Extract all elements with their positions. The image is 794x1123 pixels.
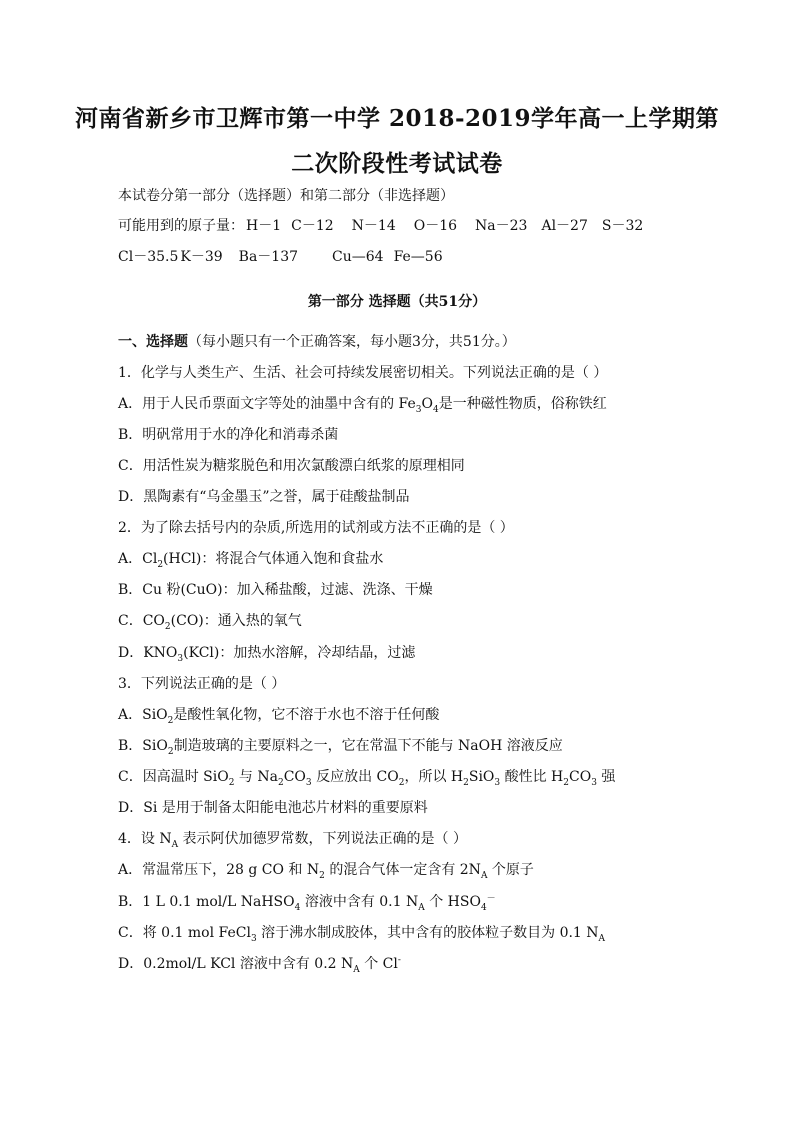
q4-stem-sub: A — [171, 839, 179, 850]
section-1-title — [118, 332, 516, 352]
q3-c-text-6: SiO — [468, 769, 495, 785]
q3-c-sub-3: 3 — [305, 777, 312, 788]
q3-c-text-3: CO — [283, 769, 306, 785]
q4-d-text-2: 个 Cl — [359, 956, 398, 972]
atomic-mass-n: N－14 — [351, 218, 396, 234]
atomic-mass-k: K－39 — [180, 249, 223, 265]
q4-option-a — [118, 860, 534, 880]
q2-c-text-2: (CO)：通入热的氧气 — [170, 613, 302, 629]
q1-option-d: D．黑陶素有“乌金墨玉”之誉，属于硅酸盐制品 — [118, 489, 410, 505]
q4-option-d — [118, 954, 401, 974]
q3-c-text-1: C．因高温时 SiO — [118, 769, 229, 785]
atomic-mass-s: S－32 — [601, 218, 644, 234]
q2-d-text-2: (KCl)：加热水溶解，冷却结晶，过滤 — [183, 645, 416, 661]
q3-option-c — [118, 767, 615, 787]
q1-stem: 1．化学与人类生产、生活、社会可持续发展密切相关。下列说法正确的是（ ） — [118, 365, 608, 381]
q4-option-b — [118, 892, 496, 912]
q3-c-text-4: 反应放出 CO — [311, 769, 399, 785]
q1-a-sub-2: 4 — [433, 404, 439, 415]
q1-a-text-2: O — [421, 396, 434, 412]
q3-c-text-5: ，所以 H — [404, 769, 464, 785]
q3-b-sub: 2 — [167, 746, 174, 757]
atomic-mass-fe: Fe—56 — [393, 249, 443, 265]
q1-option-b: B．明矾常用于水的净化和消毒杀菌 — [118, 427, 339, 443]
q4-a-sub-2: A — [480, 870, 488, 881]
q3-a-text-2: 是酸性氧化物，它不溶于水也不溶于任何酸 — [173, 707, 440, 723]
q3-c-sub-6: 3 — [494, 777, 501, 788]
q4-option-c — [118, 923, 605, 943]
q4-b-sub-3: 4 — [480, 902, 487, 913]
paper-parts-note: 本试卷分第一部分（选择题）和第二部分（非选择题） — [118, 188, 454, 204]
q4-b-sub-2: A — [418, 902, 425, 913]
q1-option-a — [118, 394, 607, 414]
q2-option-c — [118, 611, 302, 631]
q4-stem — [118, 829, 467, 849]
q4-c-sub-2: A — [598, 933, 606, 944]
q3-c-sub-2: 2 — [277, 777, 284, 788]
q2-d-text-1: D．KNO — [118, 645, 178, 661]
q2-d-sub: 3 — [177, 653, 184, 664]
q4-c-sub-1: 3 — [250, 933, 257, 944]
title-line-2: 二次阶段性考试试卷 — [291, 150, 503, 177]
q3-c-text-7: 酸性比 H — [500, 769, 564, 785]
q2-c-sub: 2 — [164, 621, 171, 632]
q3-option-a — [118, 705, 439, 725]
q3-c-sub-7: 2 — [563, 777, 569, 788]
q4-b-text-1: B．1 L 0.1 mol/L NaHSO — [118, 894, 295, 910]
q4-c-text-1: C．将 0.1 mol FeCl — [118, 925, 251, 941]
atomic-mass-h: H－1 — [246, 218, 282, 234]
q2-a-text-1: A．Cl — [118, 551, 158, 567]
q4-a-text-2: 的混合气体一定含有 2N — [324, 862, 481, 878]
atomic-mass-row-2 — [118, 247, 443, 267]
q4-b-text-2: 溶液中含有 0.1 N — [300, 894, 419, 910]
part1-heading: 第一部分 选择题（共51分） — [307, 294, 487, 310]
atomic-mass-cu: Cu—64 — [332, 249, 384, 265]
q3-c-sub-4: 2 — [398, 777, 405, 788]
atomic-mass-cl: Cl－35.5 — [118, 249, 179, 265]
q4-a-sub-1: 2 — [319, 870, 325, 881]
q2-a-text-2: (HCl)：将混合气体通入饱和食盐水 — [163, 551, 384, 567]
q4-d-text-1: D．0.2mol/L KCl 溶液中含有 0.2 N — [118, 956, 354, 972]
q4-a-text-1: A．常温常压下，28 g CO 和 N — [118, 862, 320, 878]
q3-a-sub: 2 — [167, 715, 174, 726]
q3-stem: 3．下列说法正确的是（ ） — [118, 676, 286, 692]
q2-stem: 2．为了除去括号内的杂质,所选用的试剂或方法不正确的是（ ） — [118, 520, 514, 536]
q4-b-sup: － — [486, 893, 496, 904]
q3-c-text-9: 强 — [596, 769, 616, 785]
q3-c-text-8: CO — [568, 769, 592, 785]
q1-a-sub-1: 3 — [415, 404, 422, 415]
q2-option-a — [118, 549, 383, 569]
q3-option-b — [118, 736, 563, 756]
q3-a-text-1: A．SiO — [118, 707, 168, 723]
atomic-mass-label: 可能用到的原子量： — [118, 218, 244, 234]
q2-a-sub: 2 — [157, 559, 164, 570]
q4-d-sup: - — [397, 955, 401, 966]
atomic-mass-na: Na－23 — [475, 218, 528, 234]
section-1-label: 一、选择题 — [118, 334, 188, 350]
q1-option-c: C．用活性炭为糖浆脱色和用次氯酸漂白纸浆的原理相同 — [118, 458, 465, 474]
q2-option-b: B．Cu 粉(CuO)：加入稀盐酸，过滤、洗涤、干燥 — [118, 582, 433, 598]
atomic-mass-al: Al－27 — [541, 218, 588, 234]
q4-stem-text-1: 4．设 N — [118, 831, 172, 847]
q3-c-sub-8: 3 — [591, 777, 597, 788]
q3-c-text-2: 与 Na — [234, 769, 278, 785]
q1-a-text-3: 是一种磁性物质，俗称铁红 — [438, 396, 607, 412]
q4-stem-text-2: 表示阿伏加德罗常数，下列说法正确的是（ ） — [178, 831, 468, 847]
atomic-mass-o: O－16 — [413, 218, 458, 234]
section-1-note: （每小题只有一个正确答案，每小题3分，共51分。） — [188, 334, 516, 350]
q2-c-text-1: C．CO — [118, 613, 165, 629]
q2-option-d — [118, 643, 415, 663]
q4-b-text-3: 个 HSO — [424, 894, 481, 910]
q3-option-d: D．Si 是用于制备太阳能电池芯片材料的重要原料 — [118, 800, 428, 816]
atomic-mass-ba: Ba－137 — [238, 249, 299, 265]
q3-c-sub-5: 2 — [463, 777, 469, 788]
atomic-mass-row-1 — [118, 216, 643, 236]
q3-b-text-2: 制造玻璃的主要原料之一，它在常温下不能与 NaOH 溶液反应 — [173, 738, 563, 754]
atomic-mass-c: C－12 — [291, 218, 334, 234]
q3-c-sub-1: 2 — [228, 777, 235, 788]
q4-a-text-3: 个原子 — [487, 862, 534, 878]
q4-d-sub-1: A — [353, 964, 360, 975]
q4-b-sub-1: 4 — [294, 902, 301, 913]
title-line-1: 河南省新乡市卫辉市第一中学 2018-2019学年高一上学期第 — [74, 105, 720, 132]
q3-b-text-1: B．SiO — [118, 738, 168, 754]
q4-c-text-2: 溶于沸水制成胶体，其中含有的胶体粒子数目为 0.1 N — [256, 925, 599, 941]
q1-a-text-1: A．用于人民币票面文字等处的油墨中含有的 Fe — [118, 396, 416, 412]
